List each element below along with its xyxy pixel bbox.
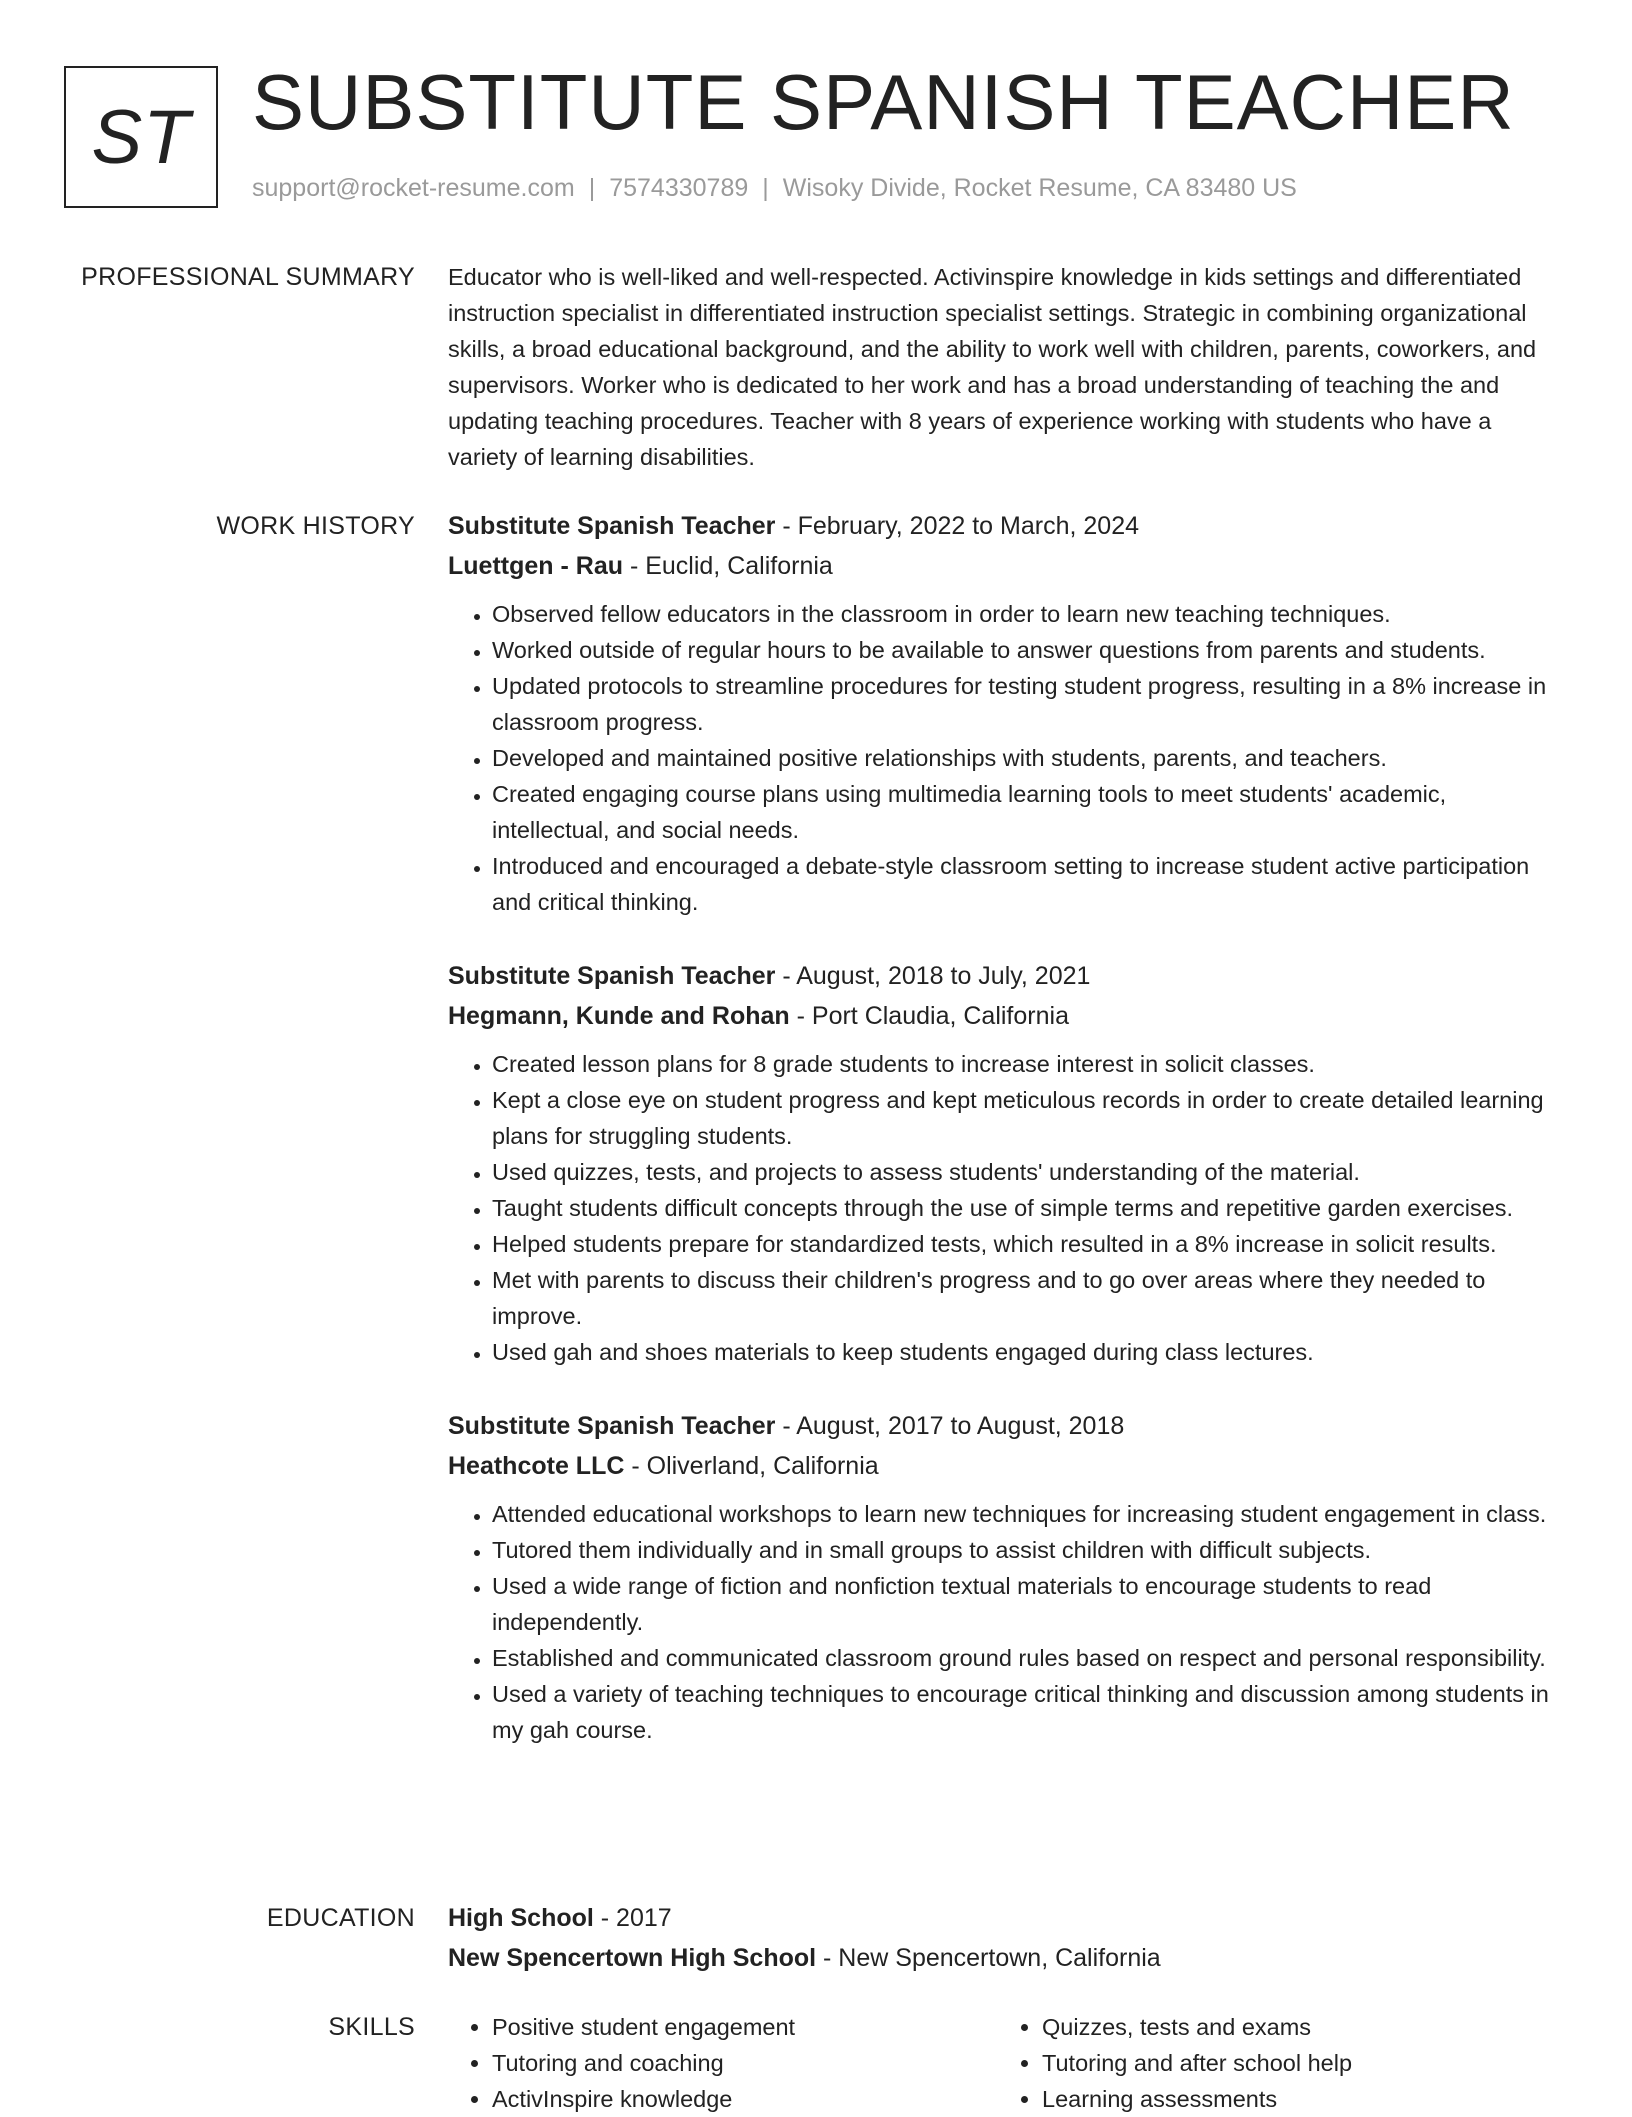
list-item: • Used a variety of teaching techniques to encourage critical thinking and discussion among students in my gah course. — [492, 1676, 1562, 1748]
job-entry — [448, 506, 1562, 920]
job-title-line — [448, 1406, 1562, 1446]
list-item: • Met with parents to discuss their children's progress and to go over areas where they needed to improve. — [492, 1262, 1562, 1334]
education-location: - New Spencertown, California — [816, 1944, 1161, 1972]
education-school: New Spencertown High School — [448, 1944, 817, 1972]
job-title: Substitute Spanish Teacher — [448, 962, 776, 990]
list-item: • Taught students difficult concepts through the use of simple terms and repetitive garden exercises. — [492, 1190, 1562, 1226]
list-item: • Updated protocols to streamline procedures for testing student progress, resulting in a 8% increase in classroom progress. — [492, 668, 1562, 740]
job-title-line — [448, 956, 1562, 996]
job-dates: - August, 2018 to July, 2021 — [775, 962, 1091, 990]
section-label-skills: SKILLS — [328, 2013, 415, 2041]
education-school-line — [448, 1938, 1562, 1978]
summary-text: Educator who is well-liked and well-respected. Activinspire knowledge in kids settings and differentiated instruction specialist in differentiated instruction specialist settings. Strategic in combining organizational skills, a broad educational background, and the ability to work well with children, parents, coworkers, and supervisors. Worker who is dedicated to her work and has a broad understanding of teaching the and updating teaching procedures. Teacher with 8 years of experience working with students who have a variety of learning disabilities. — [448, 264, 1537, 470]
contact-line — [252, 174, 1297, 203]
job-company-line — [448, 996, 1562, 1036]
work-history-body — [448, 506, 1562, 1784]
contact-address: Wisoky Divide, Rocket Resume, CA 83480 US — [782, 174, 1297, 202]
list-item: • Used gah and shoes materials to keep students engaged during class lectures. — [492, 1334, 1562, 1370]
job-dates: - February, 2022 to March, 2024 — [775, 512, 1140, 540]
contact-separator: | — [762, 174, 769, 202]
contact-separator: | — [588, 174, 596, 202]
job-company-line — [448, 1446, 1562, 1486]
contact-phone: 7574330789 — [609, 174, 749, 202]
education-year: - 2017 — [593, 1904, 672, 1932]
skill-item: • Tutoring and coaching — [492, 2045, 998, 2081]
job-company: Heathcote LLC — [448, 1452, 625, 1480]
job-company: Luettgen - Rau — [448, 552, 623, 580]
list-item: • Created engaging course plans using multimedia learning tools to meet students' academic, intellectual, and social needs. — [492, 776, 1562, 848]
job-dates: - August, 2017 to August, 2018 — [775, 1412, 1125, 1440]
list-item: • Used quizzes, tests, and projects to assess students' understanding of the material. — [492, 1154, 1562, 1190]
list-item: • Worked outside of regular hours to be available to answer questions from parents and students. — [492, 632, 1562, 668]
skill-item: • Positive student engagement — [492, 2009, 998, 2045]
job-company: Hegmann, Kunde and Rohan — [448, 1002, 790, 1030]
list-item: • Attended educational workshops to learn new techniques for increasing student engagement in class. — [492, 1496, 1562, 1532]
education-degree: High School — [448, 1904, 594, 1932]
summary-body — [448, 259, 1562, 475]
skills-columns — [448, 2009, 1562, 2117]
job-entry — [448, 1406, 1562, 1748]
job-bullets — [448, 1046, 1562, 1370]
section-label-summary: PROFESSIONAL SUMMARY — [81, 263, 415, 291]
list-item: • Created lesson plans for 8 grade students to increase interest in solicit classes. — [492, 1046, 1562, 1082]
skill-item: • ActivInspire knowledge — [492, 2081, 998, 2117]
skills-body — [448, 2009, 1562, 2117]
education-degree-line — [448, 1898, 1562, 1938]
contact-email: support@rocket-resume.com — [252, 174, 575, 202]
list-item: • Observed fellow educators in the classroom in order to learn new teaching techniques. — [492, 596, 1562, 632]
skill-item: • Learning assessments — [1042, 2081, 1548, 2117]
skill-item: • Tutoring and after school help — [1042, 2045, 1548, 2081]
list-item: • Developed and maintained positive relationships with students, parents, and teachers. — [492, 740, 1562, 776]
list-item: • Introduced and encouraged a debate-style classroom setting to increase student active participation and critical thinking. — [492, 848, 1562, 920]
section-label-work: WORK HISTORY — [216, 512, 415, 540]
list-item: • Helped students prepare for standardized tests, which resulted in a 8% increase in solicit results. — [492, 1226, 1562, 1262]
job-bullets — [448, 596, 1562, 920]
education-body — [448, 1898, 1562, 1978]
skills-list-right — [998, 2009, 1548, 2117]
list-item: • Used a wide range of fiction and nonfiction textual materials to encourage students to read independently. — [492, 1568, 1562, 1640]
monogram-logo: ST — [64, 66, 218, 208]
list-item: • Tutored them individually and in small groups to assist children with difficult subjects. — [492, 1532, 1562, 1568]
job-title: Substitute Spanish Teacher — [448, 1412, 776, 1440]
list-item: • Established and communicated classroom ground rules based on respect and personal responsibility. — [492, 1640, 1562, 1676]
job-entry — [448, 956, 1562, 1370]
job-title-line — [448, 506, 1562, 546]
job-bullets — [448, 1496, 1562, 1748]
skill-item: • Quizzes, tests and exams — [1042, 2009, 1548, 2045]
section-label-education: EDUCATION — [266, 1904, 415, 1932]
job-title: Substitute Spanish Teacher — [448, 512, 776, 540]
job-location: - Oliverland, California — [624, 1452, 879, 1480]
job-company-line — [448, 546, 1562, 586]
list-item: • Kept a close eye on student progress and kept meticulous records in order to create detailed learning plans for struggling students. — [492, 1082, 1562, 1154]
job-location: - Euclid, California — [623, 552, 833, 580]
skills-list-left — [448, 2009, 998, 2117]
page-title: SUBSTITUTE SPANISH TEACHER — [252, 58, 1515, 146]
job-location: - Port Claudia, California — [789, 1002, 1069, 1030]
